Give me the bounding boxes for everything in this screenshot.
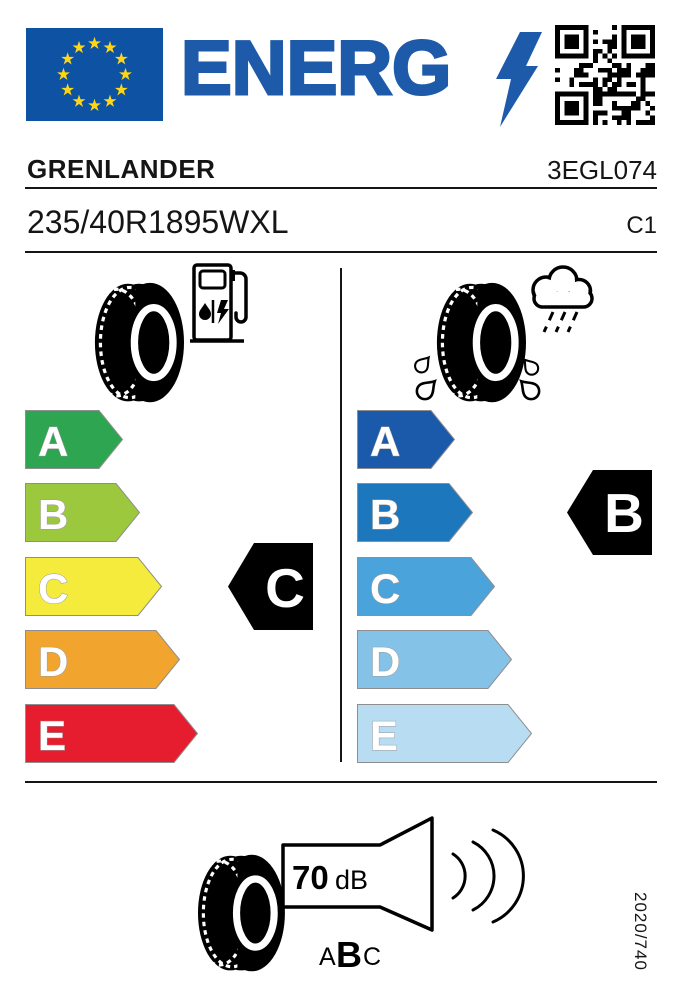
noise-class-c: C: [363, 943, 382, 971]
lightning-bolt-icon: [492, 32, 542, 127]
wet-grip-grade-arrow-d: [357, 630, 512, 689]
noise-value: 70: [292, 859, 329, 896]
fuel-rating-arrow: [228, 543, 313, 630]
energy-wordmark: ENERG: [181, 26, 452, 111]
fuel-rating-letter: C: [265, 557, 305, 619]
noise-speaker-icon: [275, 788, 560, 988]
divider-line: [25, 187, 657, 189]
wet-grip-grade-arrow-a: [357, 410, 455, 469]
wet-grip-rating-letter: B: [604, 482, 644, 544]
grade-letter: D: [370, 638, 401, 685]
tire-icon: [93, 281, 185, 405]
grade-letter: E: [370, 712, 399, 759]
qr-code-icon: [555, 25, 655, 125]
grade-letter: C: [370, 565, 401, 612]
fuel-grade-arrow-c: [25, 557, 162, 616]
wet-grip-grade-arrow-c: [357, 557, 495, 616]
grade-letter: A: [370, 418, 401, 465]
noise-unit: dB: [335, 865, 369, 895]
center-divider: [340, 268, 342, 762]
noise-class-b: B: [336, 934, 362, 975]
fuel-grade-arrow-d: [25, 630, 180, 689]
grade-letter: D: [38, 638, 69, 685]
divider-line: [25, 781, 657, 783]
tire-icon: [435, 281, 527, 405]
grade-letter: C: [38, 565, 69, 612]
grade-letter: A: [38, 418, 69, 465]
sound-waves-icon: [453, 830, 523, 922]
wet-grip-grade-arrow-e: [357, 704, 532, 763]
grade-letter: B: [370, 491, 401, 538]
label-code: 3EGL074: [547, 155, 657, 185]
fuel-grade-arrow-e: [25, 704, 198, 763]
regulation-number: 2020/740: [631, 892, 650, 971]
grade-letter: E: [38, 712, 67, 759]
fuel-pump-icon: [188, 262, 250, 344]
tire-size: 235/40R1895WXL: [27, 204, 289, 240]
tire-class: C1: [626, 212, 657, 239]
brand-name: GRENLANDER: [27, 154, 216, 184]
rain-cloud-icon: [522, 260, 602, 348]
fuel-grade-arrow-a: [25, 410, 123, 469]
fuel-grade-arrow-b: [25, 483, 140, 542]
tire-icon: [196, 853, 286, 974]
eu-flag-icon: [26, 28, 163, 121]
wet-grip-grade-arrow-b: [357, 483, 473, 542]
divider-line: [25, 251, 657, 253]
wet-grip-rating-arrow: [567, 470, 652, 555]
noise-class-a: A: [319, 943, 336, 971]
grade-letter: B: [38, 491, 69, 538]
